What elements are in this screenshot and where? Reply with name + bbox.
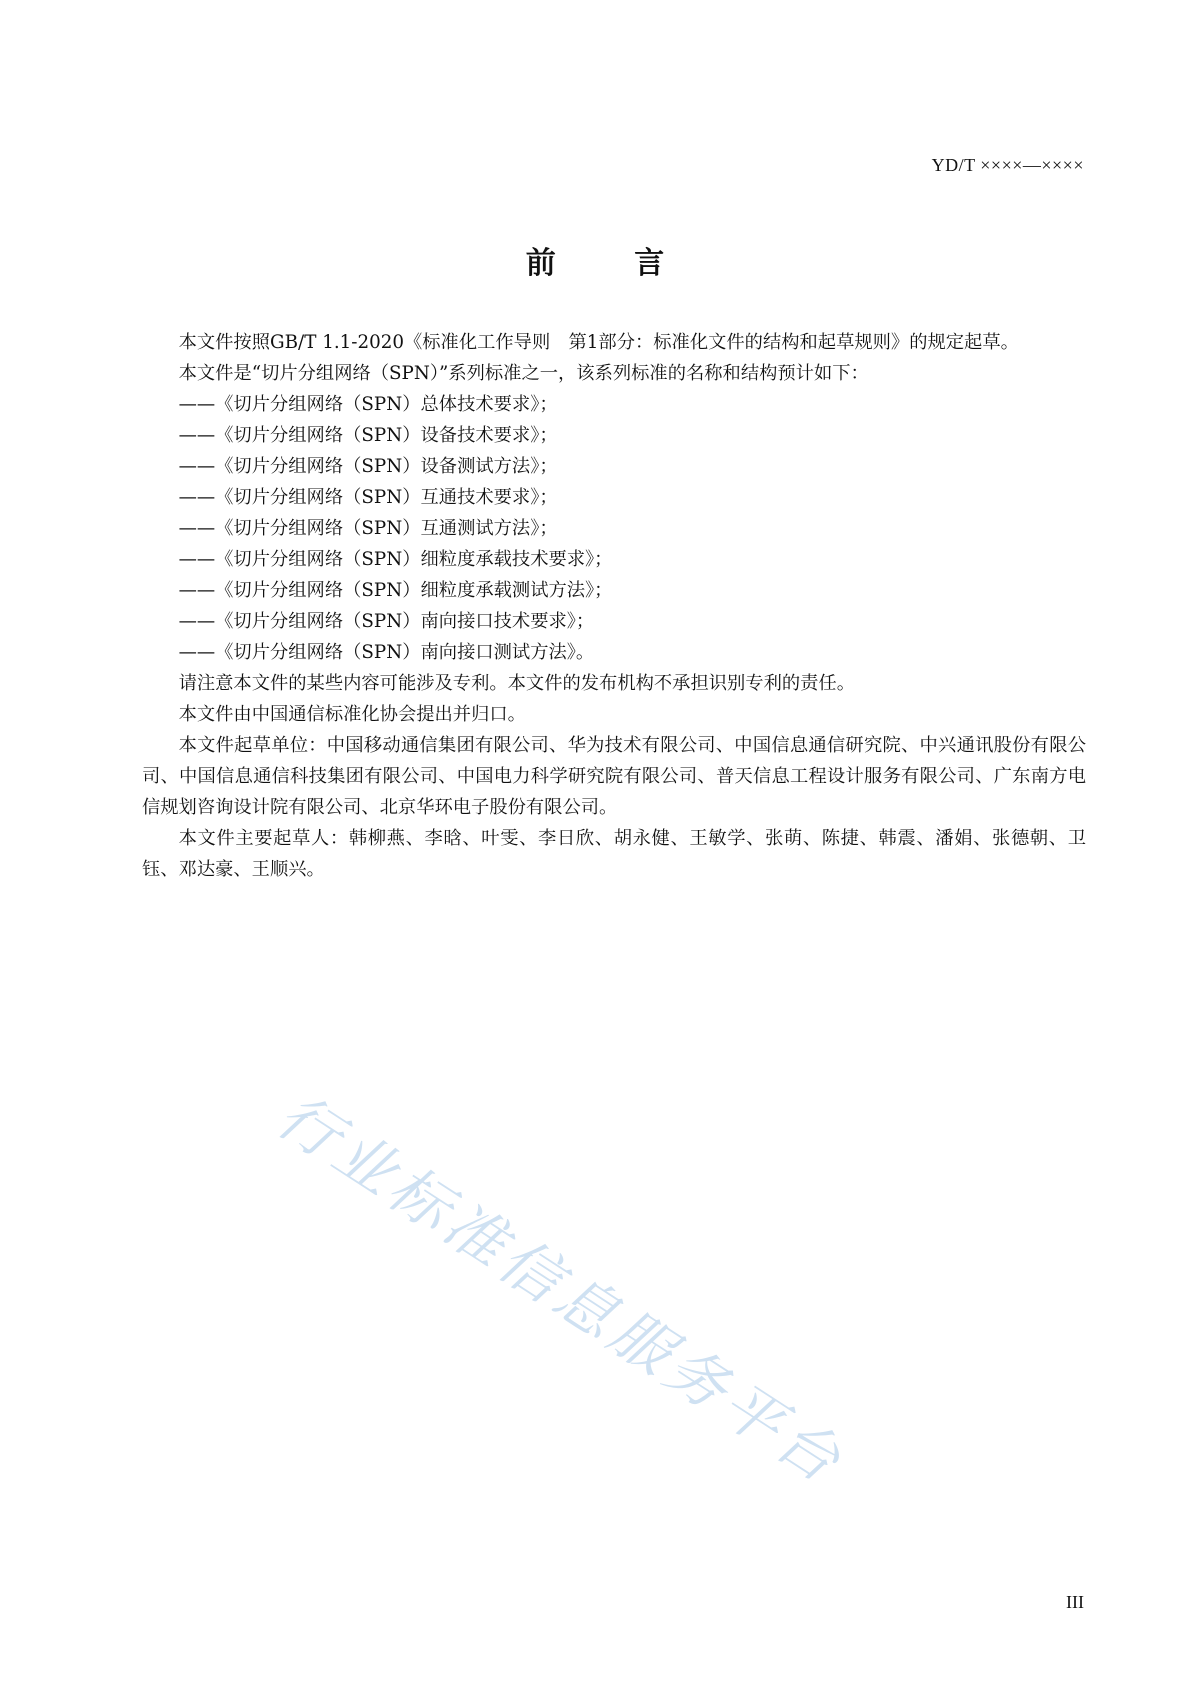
list-item: ——《切片分组网络（SPN）南向接口测试方法》。 — [178, 642, 595, 663]
page-number: III — [1066, 1592, 1084, 1612]
foreword-body — [142, 327, 1086, 885]
document-code: YD/T ××××—×××× — [931, 155, 1084, 175]
watermark: 行业标准信息服务平台 — [264, 1080, 857, 1500]
list-item: ——《切片分组网络（SPN）总体技术要求》； — [178, 394, 558, 415]
list-item: ——《切片分组网络（SPN）南向接口技术要求》； — [178, 611, 595, 632]
series-list — [142, 389, 1086, 668]
paragraph-drafters: 本文件主要起草人：韩柳燕、李晗、叶雯、李日欣、胡永健、王敏学、张萌、陈捷、韩震、潘娟、张德朝、卫钰、邓达豪、王顺兴。 — [142, 828, 1086, 880]
paragraph-series-intro: 本文件是“切片分组网络（SPN）”系列标准之一，该系列标准的名称和结构预计如下： — [178, 363, 869, 384]
list-item: ——《切片分组网络（SPN）设备测试方法》； — [178, 456, 558, 477]
paragraph-proposer: 本文件由中国通信标准化协会提出并归口。 — [178, 704, 526, 725]
list-item: ——《切片分组网络（SPN）细粒度承载技术要求》； — [178, 549, 613, 570]
list-item: ——《切片分组网络（SPN）互通技术要求》； — [178, 487, 558, 508]
paragraph-patent-notice: 请注意本文件的某些内容可能涉及专利。本文件的发布机构不承担识别专利的责任。 — [178, 673, 855, 694]
paragraph-drafting-rules: 本文件按照GB/T 1.1-2020《标准化工作导则 第1部分：标准化文件的结构和起草规则》的规定起草。 — [178, 332, 1019, 353]
list-item: ——《切片分组网络（SPN）互通测试方法》； — [178, 518, 558, 539]
list-item: ——《切片分组网络（SPN）设备技术要求》； — [178, 425, 558, 446]
page-title: 前 言 — [525, 246, 699, 281]
paragraph-drafting-units: 本文件起草单位：中国移动通信集团有限公司、华为技术有限公司、中国信息通信研究院、中兴通讯股份有限公司、中国信息通信科技集团有限公司、中国电力科学研究院有限公司、普天信息工程设计服务有限公司、广东南方电信规划咨询设计院有限公司、北京华环电子股份有限公司。 — [142, 735, 1086, 818]
list-item: ——《切片分组网络（SPN）细粒度承载测试方法》； — [178, 580, 613, 601]
